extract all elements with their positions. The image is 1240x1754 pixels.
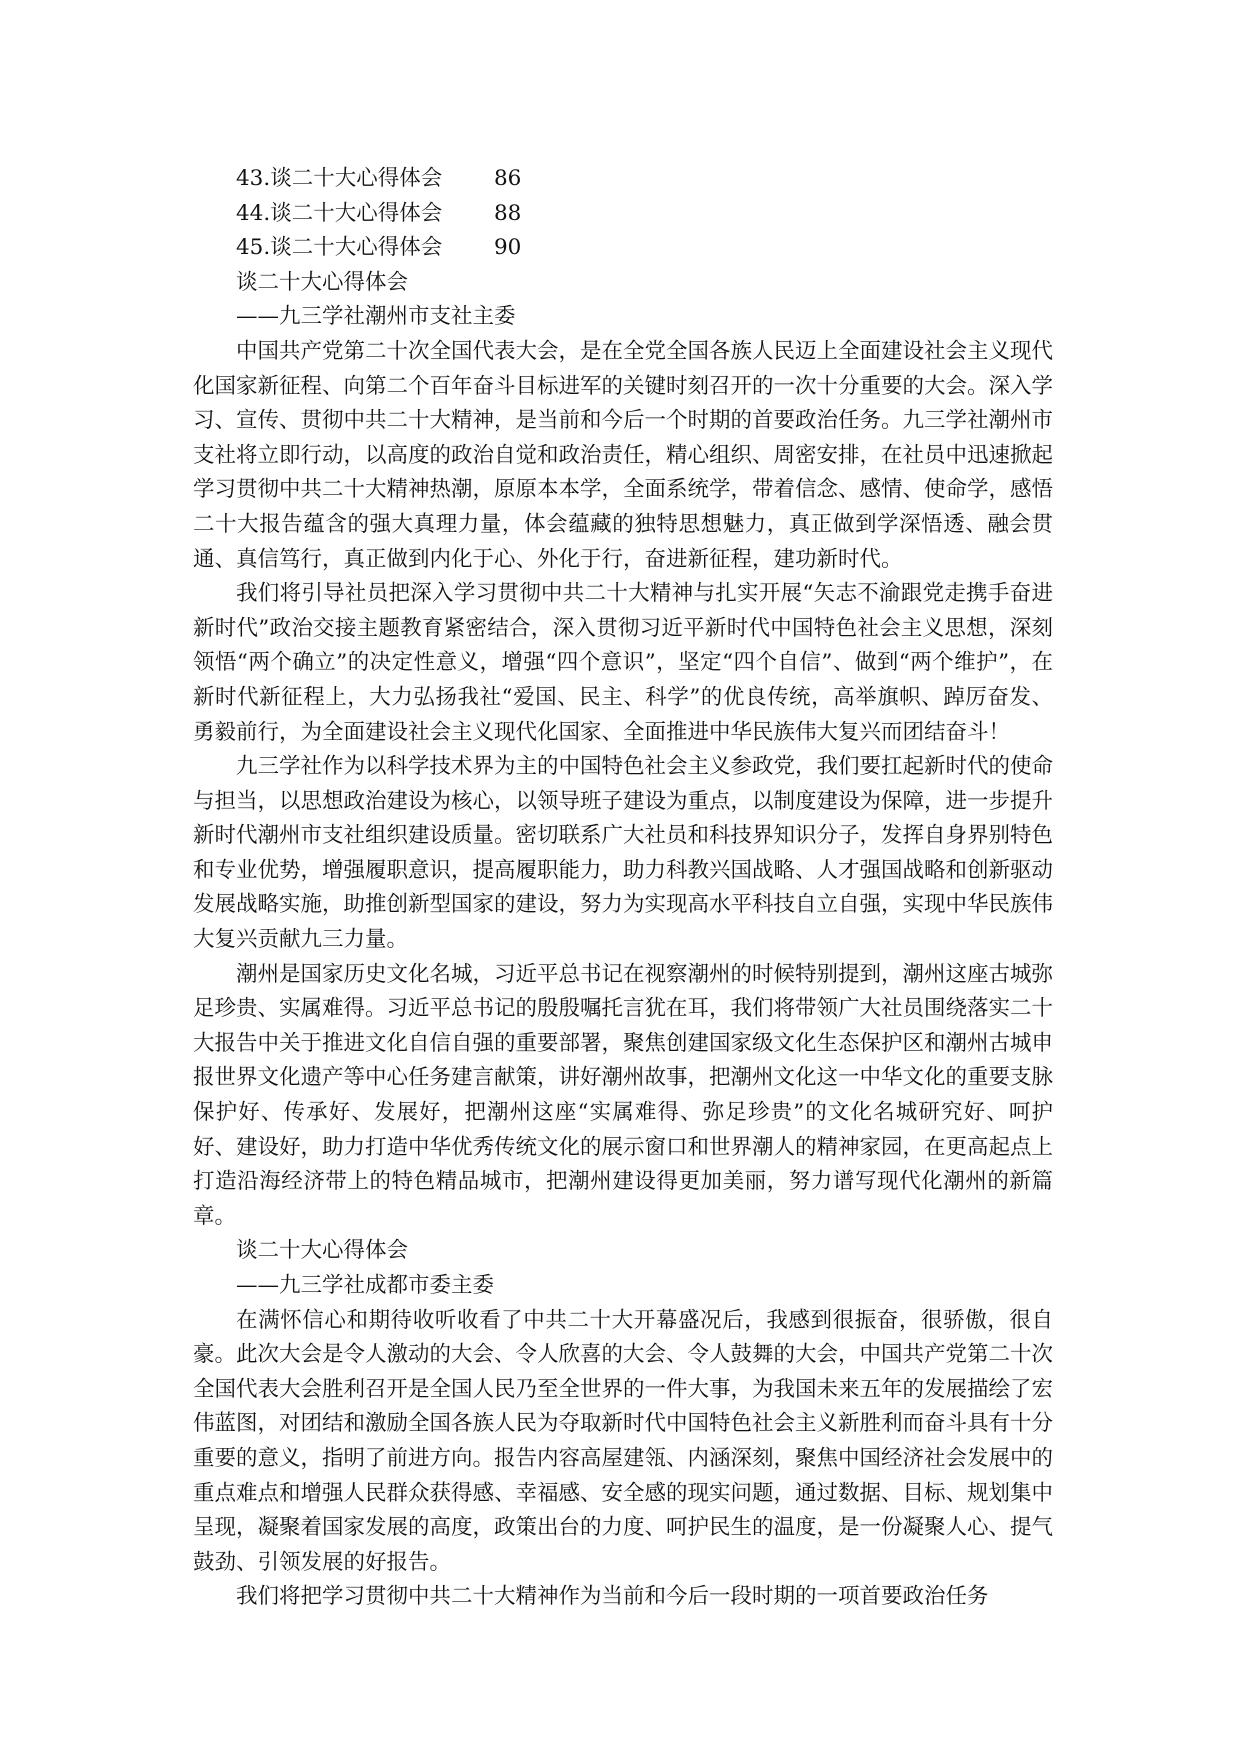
toc-entry: [193, 231, 1053, 266]
article-byline: ——九三学社潮州市支社主委: [236, 304, 516, 330]
toc-entry: [193, 197, 1053, 232]
article-paragraph: 中国共产党第二十次全国代表大会，是在全党全国各族人民迈上全面建设社会主义现代化国家新征程、向第二个百年奋斗目标进军的关键时刻召开的一次十分重要的大会。深入学习、宣传、贯彻中共二十大精神，是当前和今后一个时期的首要政治任务。九三学社潮州市支社将立即行动，以高度的政治自觉和政治责任，精心组织、周密安排，在社员中迅速掀起学习贯彻中共二十大精神热潮，原原本本学，全面系统学，带着信念、感情、使命学，感悟二十大报告蕴含的强大真理力量，体会蕴藏的独特思想魅力，真正做到学深悟透、融会贯通、真信笃行，真正做到内化于心、外化于行，奋进新征程，建功新时代。: [193, 338, 1054, 572]
toc-entry-title: 44.谈二十大心得体会: [236, 200, 443, 226]
article-byline: ——九三学社成都市委主委: [236, 1273, 495, 1298]
article-title: 谈二十大心得体会: [236, 269, 409, 295]
article-paragraph: 潮州是国家历史文化名城，习近平总书记在视察潮州的时候特别提到，潮州这座古城弥足珍贵、实属难得。习近平总书记的殷殷嘱托言犹在耳，我们将带领广大社员围绕落实二十大报告中关于推进文化自信自强的重要部署，聚焦创建国家级文化生态保护区和潮州古城申报世界文化遗产等中心任务建言献策，讲好潮州故事，把潮州文化这一中华文化的重要支脉保护好、传承好、发展好，把潮州这座“实属难得、弥足珍贵”的文化名城研究好、呵护好、建设好，助力打造中华优秀传统文化的展示窗口和世界潮人的精神家园，在更高起点上打造沿海经济带上的特色精品城市，把潮州建设得更加美丽，努力谱写现代化潮州的新篇章。: [193, 961, 1054, 1229]
document-body: [193, 162, 1053, 1615]
toc-entry-page: 86: [494, 166, 522, 191]
article-paragraph: 我们将把学习贯彻中共二十大精神作为当前和今后一段时期的一项首要政治任务: [236, 1584, 989, 1610]
toc-entry: [193, 162, 1053, 197]
toc-entry-page: 88: [494, 200, 522, 226]
toc-entry-title: 45.谈二十大心得体会: [236, 235, 443, 261]
toc-entry-title: 43.谈二十大心得体会: [236, 166, 443, 191]
article-paragraph: 我们将引导社员把深入学习贯彻中共二十大精神与扎实开展“矢志不渝跟党走携手奋进新时代”政治交接主题教育紧密结合，深入贯彻习近平新时代中国特色社会主义思想，深刻领悟“两个确立”的决定性意义，增强“四个意识”，坚定“四个自信”、做到“两个维护”，在新时代新征程上，大力弘扬我社“爱国、民主、科学”的优良传统，高举旗帜、踔厉奋发、勇毅前行，为全面建设社会主义现代化国家、全面推进中华民族伟大复兴而团结奋斗！: [193, 581, 1053, 745]
article-title: 谈二十大心得体会: [236, 1238, 409, 1264]
toc-entry-page: 90: [494, 235, 522, 261]
article-paragraph: 在满怀信心和期待收听收看了中共二十大开幕盛况后，我感到很振奋，很骄傲，很自豪。此次大会是令人激动的大会、令人欣喜的大会、令人鼓舞的大会，中国共产党第二十次全国代表大会胜利召开是全国人民乃至全世界的一件大事，为我国未来五年的发展描绘了宏伟蓝图，对团结和激励全国各族人民为夺取新时代中国特色社会主义新胜利而奋斗具有十分重要的意义，指明了前进方向。报告内容高屋建瓴、内涵深刻，聚焦中国经济社会发展中的重点难点和增强人民群众获得感、幸福感、安全感的现实问题，通过数据、目标、规划集中呈现，凝聚着国家发展的高度，政策出台的力度、呵护民生的温度，是一份凝聚人心、提气鼓劲、引领发展的好报告。: [193, 1307, 1054, 1575]
article-paragraph: 九三学社作为以科学技术界为主的中国特色社会主义参政党，我们要扛起新时代的使命与担当，以思想政治建设为核心，以领导班子建设为重点，以制度建设为保障，进一步提升新时代潮州市支社组织建设质量。密切联系广大社员和科技界知识分子，发挥自身界别特色和专业优势，增强履职意识，提高履职能力，助力科教兴国战略、人才强国战略和创新驱动发展战略实施，助推创新型国家的建设，努力为实现高水平科技自立自强，实现中华民族伟大复兴贡献九三力量。: [193, 754, 1054, 953]
